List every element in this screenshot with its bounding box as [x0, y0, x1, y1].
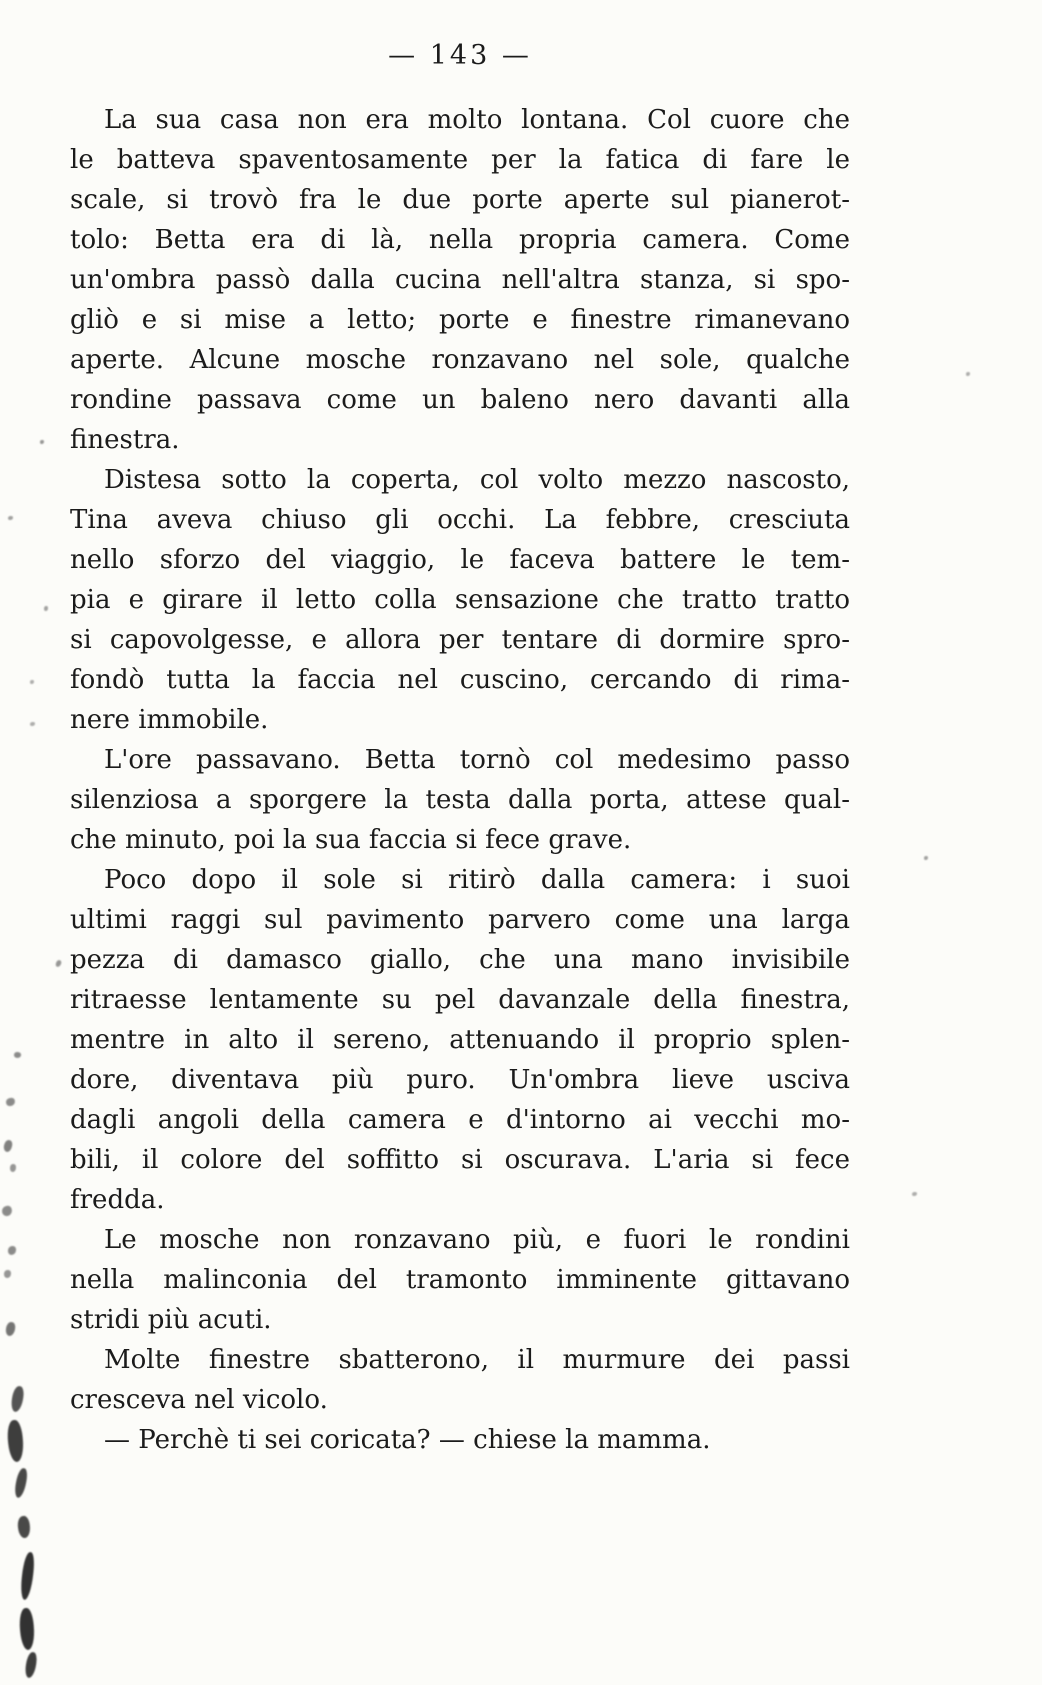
text-line: L'ore passavano. Betta tornò col medesimo passo: [104, 745, 850, 775]
text-line: nello sforzo del viaggio, le faceva battere le tem-: [70, 545, 850, 575]
text-line: nella malinconia del tramonto imminente gittavano: [70, 1265, 850, 1295]
text-line: Tina aveva chiuso gli occhi. La febbre, cresciuta: [70, 505, 850, 535]
text-line: ritraesse lentamente su pel davanzale della finestra,: [70, 985, 850, 1015]
text-line: gliò e si mise a letto; porte e finestre rimanevano: [70, 305, 850, 335]
text-line: Le mosche non ronzavano più, e fuori le rondini: [104, 1225, 850, 1255]
text-line: cresceva nel vicolo.: [70, 1385, 328, 1415]
text-line: un'ombra passò dalla cucina nell'altra stanza, si spo-: [70, 265, 850, 295]
text-line: bili, il colore del soffitto si oscurava. L'aria si fece: [70, 1145, 850, 1175]
text-line: stridi più acuti.: [70, 1305, 272, 1335]
text-line: — Perchè ti sei coricata? — chiese la mamma.: [104, 1425, 711, 1455]
paragraph: [70, 1340, 850, 1420]
paragraph: [70, 1420, 850, 1460]
text-line: Poco dopo il sole si ritirò dalla camera: i suoi: [104, 865, 850, 895]
text-line: scale, si trovò fra le due porte aperte sul pianerot-: [70, 185, 850, 215]
paragraph: [70, 460, 850, 740]
text-line: fredda.: [70, 1185, 165, 1215]
paragraph: [70, 740, 850, 860]
text-line: rondine passava come un baleno nero davanti alla: [70, 385, 850, 415]
text-line: pia e girare il letto colla sensazione che tratto tratto: [70, 585, 850, 615]
text-line: dore, diventava più puro. Un'ombra lieve usciva: [70, 1065, 850, 1095]
text-line: Molte finestre sbatterono, il murmure dei passi: [104, 1345, 850, 1375]
paragraph: [70, 1220, 850, 1340]
text-line: che minuto, poi la sua faccia si fece grave.: [70, 825, 632, 855]
text-line: pezza di damasco giallo, che una mano invisibile: [70, 945, 850, 975]
text-line: le batteva spaventosamente per la fatica di fare le: [70, 145, 850, 175]
text-line: La sua casa non era molto lontana. Col cuore che: [104, 105, 850, 135]
text-line: Distesa sotto la coperta, col volto mezzo nascosto,: [104, 465, 850, 495]
text-line: tolo: Betta era di là, nella propria camera. Come: [70, 225, 850, 255]
text-line: nere immobile.: [70, 705, 269, 735]
text-line: aperte. Alcune mosche ronzavano nel sole, qualche: [70, 345, 850, 375]
page-number: — 143 —: [388, 40, 532, 71]
text-line: dagli angoli della camera e d'intorno ai vecchi mo-: [70, 1105, 850, 1135]
paragraph: [70, 860, 850, 1220]
text-line: ultimi raggi sul pavimento parvero come una larga: [70, 905, 850, 935]
paragraph: [70, 100, 850, 460]
text-line: silenziosa a sporgere la testa dalla porta, attese qual-: [70, 785, 850, 815]
text-line: si capovolgesse, e allora per tentare di dormire spro-: [70, 625, 850, 655]
text-line: fondò tutta la faccia nel cuscino, cercando di rima-: [70, 665, 850, 695]
page-text: [70, 100, 850, 1460]
text-line: mentre in alto il sereno, attenuando il proprio splen-: [70, 1025, 850, 1055]
text-line: finestra.: [70, 425, 180, 455]
